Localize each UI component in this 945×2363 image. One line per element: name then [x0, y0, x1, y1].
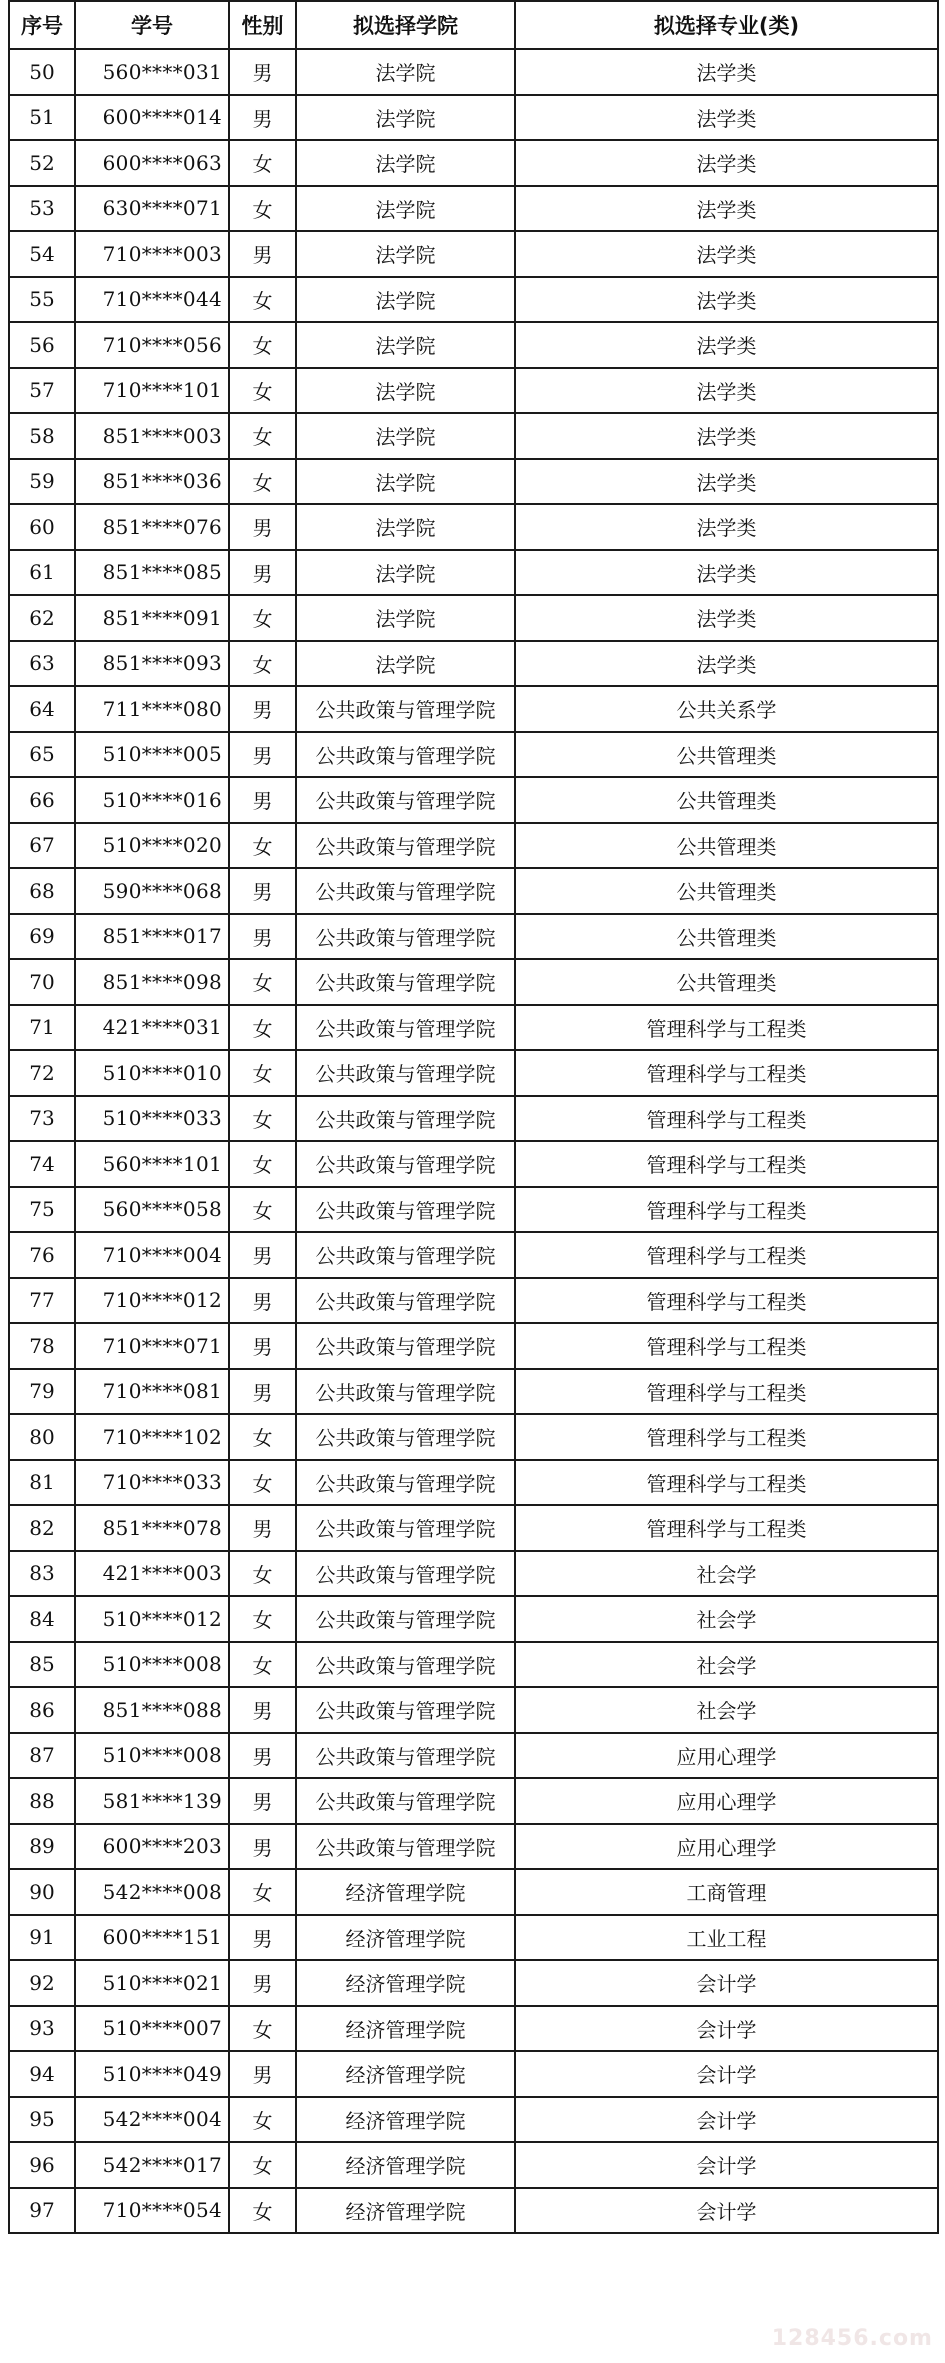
table-row — [9, 1733, 938, 1779]
cell-college: 法学院 — [296, 140, 515, 186]
header-index: 序号 — [9, 1, 75, 49]
cell-index: 82 — [9, 1505, 75, 1551]
cell-index: 95 — [9, 2097, 75, 2143]
cell-index: 71 — [9, 1005, 75, 1051]
cell-gender: 女 — [229, 1642, 296, 1688]
student-table-container — [8, 0, 937, 2234]
table-row — [9, 1915, 938, 1961]
cell-major: 管理科学与工程类 — [515, 1414, 938, 1460]
cell-index: 94 — [9, 2051, 75, 2097]
cell-college: 法学院 — [296, 413, 515, 459]
cell-gender: 男 — [229, 1232, 296, 1278]
cell-gender: 男 — [229, 49, 296, 95]
cell-gender: 男 — [229, 686, 296, 732]
cell-gender: 女 — [229, 459, 296, 505]
cell-gender: 男 — [229, 231, 296, 277]
cell-student-id: 710****102 — [75, 1414, 229, 1460]
cell-college: 公共政策与管理学院 — [296, 1414, 515, 1460]
cell-major: 会计学 — [515, 2188, 938, 2234]
cell-student-id: 710****004 — [75, 1232, 229, 1278]
cell-major: 管理科学与工程类 — [515, 1005, 938, 1051]
cell-college: 经济管理学院 — [296, 2142, 515, 2188]
cell-major: 社会学 — [515, 1687, 938, 1733]
cell-college: 法学院 — [296, 95, 515, 141]
cell-student-id: 510****005 — [75, 732, 229, 778]
table-row — [9, 95, 938, 141]
cell-gender: 男 — [229, 1687, 296, 1733]
cell-student-id: 710****071 — [75, 1323, 229, 1369]
cell-gender: 女 — [229, 823, 296, 869]
table-row — [9, 277, 938, 323]
table-row — [9, 1141, 938, 1187]
cell-student-id: 851****017 — [75, 914, 229, 960]
table-row — [9, 1278, 938, 1324]
cell-college: 公共政策与管理学院 — [296, 1323, 515, 1369]
cell-index: 72 — [9, 1050, 75, 1096]
cell-major: 管理科学与工程类 — [515, 1096, 938, 1142]
cell-gender: 女 — [229, 1050, 296, 1096]
table-row — [9, 322, 938, 368]
cell-gender: 男 — [229, 1824, 296, 1870]
cell-index: 83 — [9, 1551, 75, 1597]
cell-index: 64 — [9, 686, 75, 732]
cell-major: 社会学 — [515, 1551, 938, 1597]
cell-student-id: 851****085 — [75, 550, 229, 596]
cell-student-id: 510****021 — [75, 1960, 229, 2006]
student-table — [8, 0, 939, 2234]
cell-gender: 女 — [229, 277, 296, 323]
cell-gender: 女 — [229, 322, 296, 368]
cell-major: 公共管理类 — [515, 823, 938, 869]
cell-gender: 女 — [229, 2006, 296, 2052]
cell-major: 工商管理 — [515, 1869, 938, 1915]
table-row — [9, 1960, 938, 2006]
cell-college: 经济管理学院 — [296, 2188, 515, 2234]
table-row — [9, 2188, 938, 2234]
table-row — [9, 1096, 938, 1142]
header-student-id: 学号 — [75, 1, 229, 49]
cell-college: 公共政策与管理学院 — [296, 1005, 515, 1051]
cell-student-id: 710****003 — [75, 231, 229, 277]
cell-student-id: 710****012 — [75, 1278, 229, 1324]
cell-major: 应用心理学 — [515, 1778, 938, 1824]
cell-index: 88 — [9, 1778, 75, 1824]
cell-gender: 女 — [229, 368, 296, 414]
cell-index: 53 — [9, 186, 75, 232]
cell-student-id: 600****151 — [75, 1915, 229, 1961]
cell-index: 60 — [9, 504, 75, 550]
cell-student-id: 510****010 — [75, 1050, 229, 1096]
cell-major: 应用心理学 — [515, 1733, 938, 1779]
cell-student-id: 710****081 — [75, 1369, 229, 1415]
cell-college: 公共政策与管理学院 — [296, 777, 515, 823]
cell-index: 92 — [9, 1960, 75, 2006]
cell-index: 91 — [9, 1915, 75, 1961]
cell-gender: 男 — [229, 1915, 296, 1961]
cell-major: 法学类 — [515, 49, 938, 95]
cell-college: 经济管理学院 — [296, 1915, 515, 1961]
cell-index: 85 — [9, 1642, 75, 1688]
cell-college: 公共政策与管理学院 — [296, 1596, 515, 1642]
cell-gender: 女 — [229, 1596, 296, 1642]
cell-gender: 男 — [229, 868, 296, 914]
cell-index: 78 — [9, 1323, 75, 1369]
cell-college: 经济管理学院 — [296, 1960, 515, 2006]
header-major: 拟选择专业(类) — [515, 1, 938, 49]
cell-college: 法学院 — [296, 186, 515, 232]
cell-student-id: 711****080 — [75, 686, 229, 732]
table-header-row — [9, 1, 938, 49]
cell-major: 管理科学与工程类 — [515, 1278, 938, 1324]
cell-major: 法学类 — [515, 504, 938, 550]
table-row — [9, 1596, 938, 1642]
cell-major: 社会学 — [515, 1642, 938, 1688]
cell-major: 法学类 — [515, 231, 938, 277]
cell-college: 法学院 — [296, 49, 515, 95]
table-row — [9, 1323, 938, 1369]
cell-index: 74 — [9, 1141, 75, 1187]
cell-major: 法学类 — [515, 322, 938, 368]
cell-gender: 女 — [229, 2188, 296, 2234]
cell-student-id: 560****058 — [75, 1187, 229, 1233]
cell-college: 法学院 — [296, 322, 515, 368]
cell-student-id: 510****008 — [75, 1642, 229, 1688]
cell-gender: 女 — [229, 1141, 296, 1187]
cell-student-id: 510****012 — [75, 1596, 229, 1642]
table-row — [9, 504, 938, 550]
cell-gender: 男 — [229, 2051, 296, 2097]
cell-student-id: 421****003 — [75, 1551, 229, 1597]
cell-major: 法学类 — [515, 186, 938, 232]
cell-gender: 男 — [229, 1278, 296, 1324]
cell-gender: 男 — [229, 95, 296, 141]
cell-college: 法学院 — [296, 231, 515, 277]
cell-college: 公共政策与管理学院 — [296, 1505, 515, 1551]
cell-index: 97 — [9, 2188, 75, 2234]
cell-student-id: 510****016 — [75, 777, 229, 823]
cell-gender: 男 — [229, 504, 296, 550]
cell-index: 87 — [9, 1733, 75, 1779]
cell-major: 公共管理类 — [515, 914, 938, 960]
cell-index: 62 — [9, 595, 75, 641]
cell-index: 61 — [9, 550, 75, 596]
cell-college: 法学院 — [296, 550, 515, 596]
cell-college: 公共政策与管理学院 — [296, 1824, 515, 1870]
cell-major: 管理科学与工程类 — [515, 1460, 938, 1506]
cell-college: 法学院 — [296, 368, 515, 414]
cell-student-id: 581****139 — [75, 1778, 229, 1824]
cell-student-id: 590****068 — [75, 868, 229, 914]
cell-college: 公共政策与管理学院 — [296, 732, 515, 778]
cell-major: 管理科学与工程类 — [515, 1141, 938, 1187]
cell-gender: 女 — [229, 2142, 296, 2188]
table-row — [9, 1005, 938, 1051]
table-row — [9, 2142, 938, 2188]
cell-index: 84 — [9, 1596, 75, 1642]
table-row — [9, 959, 938, 1005]
cell-college: 公共政策与管理学院 — [296, 686, 515, 732]
cell-college: 公共政策与管理学院 — [296, 1050, 515, 1096]
cell-student-id: 710****101 — [75, 368, 229, 414]
cell-gender: 男 — [229, 1505, 296, 1551]
cell-college: 法学院 — [296, 277, 515, 323]
cell-college: 公共政策与管理学院 — [296, 914, 515, 960]
cell-index: 70 — [9, 959, 75, 1005]
cell-gender: 男 — [229, 550, 296, 596]
cell-student-id: 542****017 — [75, 2142, 229, 2188]
cell-college: 公共政策与管理学院 — [296, 1187, 515, 1233]
header-college: 拟选择学院 — [296, 1, 515, 49]
cell-college: 法学院 — [296, 504, 515, 550]
cell-student-id: 851****076 — [75, 504, 229, 550]
cell-major: 法学类 — [515, 95, 938, 141]
table-row — [9, 1369, 938, 1415]
cell-index: 77 — [9, 1278, 75, 1324]
table-row — [9, 1505, 938, 1551]
cell-index: 93 — [9, 2006, 75, 2052]
cell-student-id: 710****044 — [75, 277, 229, 323]
cell-student-id: 510****020 — [75, 823, 229, 869]
cell-major: 法学类 — [515, 459, 938, 505]
cell-major: 管理科学与工程类 — [515, 1369, 938, 1415]
cell-major: 会计学 — [515, 2006, 938, 2052]
cell-index: 54 — [9, 231, 75, 277]
cell-index: 75 — [9, 1187, 75, 1233]
cell-index: 80 — [9, 1414, 75, 1460]
cell-major: 法学类 — [515, 550, 938, 596]
cell-major: 社会学 — [515, 1596, 938, 1642]
cell-gender: 女 — [229, 1460, 296, 1506]
cell-index: 55 — [9, 277, 75, 323]
table-row — [9, 1414, 938, 1460]
cell-gender: 女 — [229, 413, 296, 459]
cell-index: 66 — [9, 777, 75, 823]
cell-major: 管理科学与工程类 — [515, 1323, 938, 1369]
cell-college: 公共政策与管理学院 — [296, 1278, 515, 1324]
cell-student-id: 851****098 — [75, 959, 229, 1005]
table-row — [9, 459, 938, 505]
cell-gender: 男 — [229, 1369, 296, 1415]
cell-gender: 女 — [229, 641, 296, 687]
cell-college: 经济管理学院 — [296, 2006, 515, 2052]
cell-major: 公共管理类 — [515, 959, 938, 1005]
cell-student-id: 510****007 — [75, 2006, 229, 2052]
cell-college: 公共政策与管理学院 — [296, 959, 515, 1005]
table-row — [9, 1869, 938, 1915]
cell-index: 89 — [9, 1824, 75, 1870]
cell-college: 经济管理学院 — [296, 2051, 515, 2097]
cell-student-id: 851****078 — [75, 1505, 229, 1551]
table-row — [9, 2051, 938, 2097]
cell-college: 公共政策与管理学院 — [296, 1096, 515, 1142]
cell-gender: 女 — [229, 186, 296, 232]
cell-student-id: 510****049 — [75, 2051, 229, 2097]
cell-student-id: 421****031 — [75, 1005, 229, 1051]
cell-index: 96 — [9, 2142, 75, 2188]
cell-index: 76 — [9, 1232, 75, 1278]
cell-index: 57 — [9, 368, 75, 414]
cell-student-id: 710****033 — [75, 1460, 229, 1506]
cell-student-id: 600****203 — [75, 1824, 229, 1870]
table-row — [9, 368, 938, 414]
table-row — [9, 914, 938, 960]
cell-college: 公共政策与管理学院 — [296, 1778, 515, 1824]
cell-gender: 女 — [229, 1187, 296, 1233]
cell-major: 法学类 — [515, 595, 938, 641]
cell-gender: 男 — [229, 914, 296, 960]
cell-gender: 男 — [229, 1778, 296, 1824]
cell-gender: 女 — [229, 1551, 296, 1597]
cell-student-id: 510****008 — [75, 1733, 229, 1779]
cell-college: 法学院 — [296, 641, 515, 687]
cell-student-id: 600****063 — [75, 140, 229, 186]
cell-index: 81 — [9, 1460, 75, 1506]
cell-college: 公共政策与管理学院 — [296, 1687, 515, 1733]
cell-college: 公共政策与管理学院 — [296, 1460, 515, 1506]
cell-index: 59 — [9, 459, 75, 505]
cell-major: 公共关系学 — [515, 686, 938, 732]
watermark: 128456.com — [771, 2326, 933, 2351]
cell-index: 86 — [9, 1687, 75, 1733]
header-gender: 性别 — [229, 1, 296, 49]
cell-major: 公共管理类 — [515, 732, 938, 778]
cell-student-id: 542****004 — [75, 2097, 229, 2143]
cell-college: 法学院 — [296, 595, 515, 641]
table-row — [9, 1551, 938, 1597]
cell-gender: 男 — [229, 1733, 296, 1779]
cell-index: 79 — [9, 1369, 75, 1415]
cell-index: 52 — [9, 140, 75, 186]
cell-index: 58 — [9, 413, 75, 459]
cell-major: 会计学 — [515, 2097, 938, 2143]
cell-student-id: 710****054 — [75, 2188, 229, 2234]
cell-college: 公共政策与管理学院 — [296, 1642, 515, 1688]
cell-student-id: 560****031 — [75, 49, 229, 95]
cell-major: 管理科学与工程类 — [515, 1232, 938, 1278]
cell-major: 会计学 — [515, 1960, 938, 2006]
table-row — [9, 868, 938, 914]
cell-college: 公共政策与管理学院 — [296, 1733, 515, 1779]
table-row — [9, 1050, 938, 1096]
cell-gender: 男 — [229, 732, 296, 778]
cell-gender: 女 — [229, 959, 296, 1005]
cell-major: 管理科学与工程类 — [515, 1505, 938, 1551]
cell-student-id: 542****008 — [75, 1869, 229, 1915]
cell-gender: 女 — [229, 2097, 296, 2143]
table-row — [9, 1187, 938, 1233]
cell-college: 经济管理学院 — [296, 2097, 515, 2143]
cell-student-id: 710****056 — [75, 322, 229, 368]
cell-major: 会计学 — [515, 2051, 938, 2097]
table-row — [9, 2006, 938, 2052]
table-row — [9, 231, 938, 277]
cell-gender: 男 — [229, 1960, 296, 2006]
cell-college: 公共政策与管理学院 — [296, 868, 515, 914]
cell-major: 法学类 — [515, 641, 938, 687]
cell-major: 工业工程 — [515, 1915, 938, 1961]
cell-college: 公共政策与管理学院 — [296, 1369, 515, 1415]
cell-student-id: 851****036 — [75, 459, 229, 505]
cell-index: 68 — [9, 868, 75, 914]
cell-student-id: 851****091 — [75, 595, 229, 641]
cell-gender: 女 — [229, 1005, 296, 1051]
cell-student-id: 560****101 — [75, 1141, 229, 1187]
cell-college: 公共政策与管理学院 — [296, 1141, 515, 1187]
cell-major: 法学类 — [515, 277, 938, 323]
table-row — [9, 777, 938, 823]
table-row — [9, 2097, 938, 2143]
table-row — [9, 1778, 938, 1824]
table-row — [9, 641, 938, 687]
table-row — [9, 595, 938, 641]
cell-index: 56 — [9, 322, 75, 368]
cell-index: 67 — [9, 823, 75, 869]
cell-gender: 女 — [229, 140, 296, 186]
cell-major: 公共管理类 — [515, 868, 938, 914]
cell-major: 管理科学与工程类 — [515, 1187, 938, 1233]
cell-student-id: 851****088 — [75, 1687, 229, 1733]
table-row — [9, 186, 938, 232]
cell-gender: 女 — [229, 595, 296, 641]
table-body — [9, 49, 938, 2233]
cell-college: 经济管理学院 — [296, 1869, 515, 1915]
cell-gender: 男 — [229, 777, 296, 823]
cell-major: 法学类 — [515, 413, 938, 459]
cell-major: 公共管理类 — [515, 777, 938, 823]
table-row — [9, 49, 938, 95]
cell-major: 会计学 — [515, 2142, 938, 2188]
cell-college: 公共政策与管理学院 — [296, 1232, 515, 1278]
table-row — [9, 1824, 938, 1870]
table-row — [9, 732, 938, 778]
cell-student-id: 851****003 — [75, 413, 229, 459]
cell-college: 法学院 — [296, 459, 515, 505]
cell-index: 63 — [9, 641, 75, 687]
cell-major: 法学类 — [515, 140, 938, 186]
cell-college: 公共政策与管理学院 — [296, 823, 515, 869]
table-row — [9, 1687, 938, 1733]
cell-student-id: 600****014 — [75, 95, 229, 141]
table-row — [9, 1460, 938, 1506]
cell-student-id: 510****033 — [75, 1096, 229, 1142]
cell-index: 90 — [9, 1869, 75, 1915]
cell-major: 应用心理学 — [515, 1824, 938, 1870]
cell-index: 73 — [9, 1096, 75, 1142]
cell-major: 管理科学与工程类 — [515, 1050, 938, 1096]
table-row — [9, 413, 938, 459]
table-row — [9, 140, 938, 186]
cell-index: 51 — [9, 95, 75, 141]
cell-index: 50 — [9, 49, 75, 95]
cell-major: 法学类 — [515, 368, 938, 414]
cell-student-id: 630****071 — [75, 186, 229, 232]
cell-gender: 女 — [229, 1414, 296, 1460]
table-row — [9, 550, 938, 596]
table-row — [9, 686, 938, 732]
cell-index: 65 — [9, 732, 75, 778]
cell-gender: 男 — [229, 1323, 296, 1369]
table-row — [9, 823, 938, 869]
cell-gender: 女 — [229, 1096, 296, 1142]
table-row — [9, 1232, 938, 1278]
cell-college: 公共政策与管理学院 — [296, 1551, 515, 1597]
table-row — [9, 1642, 938, 1688]
cell-gender: 女 — [229, 1869, 296, 1915]
cell-student-id: 851****093 — [75, 641, 229, 687]
cell-index: 69 — [9, 914, 75, 960]
